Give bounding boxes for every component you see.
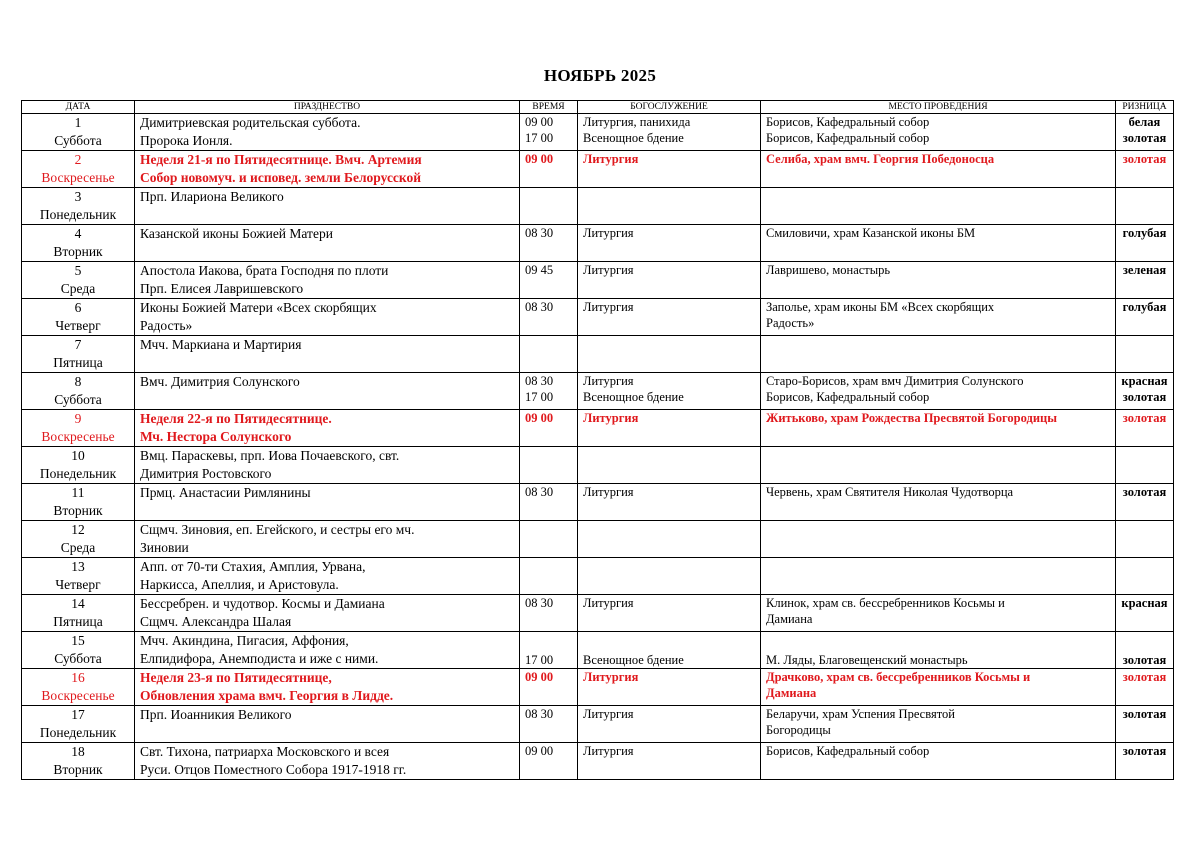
weekday: Воскресенье bbox=[41, 688, 115, 703]
feast-cell bbox=[135, 595, 520, 632]
place-cell bbox=[761, 336, 1116, 373]
feast-cell-line: Сщмч. Зиновия, еп. Егейского, и сестры его мч. bbox=[140, 522, 415, 537]
place-cell bbox=[761, 262, 1116, 299]
time-cell bbox=[520, 410, 578, 447]
feast-cell-line: Сщмч. Александра Шалая bbox=[140, 614, 292, 629]
schedule-table bbox=[21, 100, 1174, 780]
day-number: 15 bbox=[71, 633, 85, 648]
place-cell-line: Борисов, Кафедральный собор bbox=[766, 390, 930, 404]
service-cell bbox=[578, 262, 761, 299]
place-cell bbox=[761, 188, 1116, 225]
feast-cell bbox=[135, 743, 520, 780]
vestments-cell bbox=[1116, 114, 1174, 151]
feast-cell-line: Свт. Тихона, патриарха Московского и всея bbox=[140, 744, 390, 759]
place-cell-line: Заполье, храм иконы БМ «Всех скорбящих bbox=[766, 300, 995, 314]
day-number: 8 bbox=[74, 374, 82, 389]
date-cell bbox=[22, 743, 135, 780]
table-row bbox=[22, 743, 1174, 780]
table-row bbox=[22, 225, 1174, 262]
place-cell-line: Борисов, Кафедральный собор bbox=[766, 115, 930, 129]
vestments-cell-line: золотая bbox=[1122, 744, 1167, 758]
day-number: 5 bbox=[74, 263, 82, 278]
weekday: Суббота bbox=[54, 392, 102, 407]
time-cell bbox=[520, 188, 578, 225]
place-cell bbox=[761, 225, 1116, 262]
vestments-cell bbox=[1116, 225, 1174, 262]
place-cell bbox=[761, 558, 1116, 595]
table-row bbox=[22, 669, 1174, 706]
vestments-cell bbox=[1116, 447, 1174, 484]
service-cell bbox=[578, 521, 761, 558]
vestments-cell bbox=[1116, 188, 1174, 225]
table-row bbox=[22, 262, 1174, 299]
table-row bbox=[22, 188, 1174, 225]
time-cell bbox=[520, 521, 578, 558]
place-cell-line: Червень, храм Святителя Николая Чудотворца bbox=[766, 485, 1014, 499]
time-cell-line: 08 30 bbox=[525, 596, 554, 610]
feast-cell-line: Руси. Отцов Поместного Собора 1917-1918 гг. bbox=[140, 762, 407, 777]
day-number: 1 bbox=[74, 115, 82, 130]
time-cell bbox=[520, 262, 578, 299]
time-cell-line: 09 00 bbox=[525, 744, 554, 758]
weekday: Понедельник bbox=[39, 725, 117, 740]
place-cell-line: Селиба, храм вмч. Георгия Победоносца bbox=[766, 152, 995, 166]
date-cell bbox=[22, 669, 135, 706]
day-number: 2 bbox=[74, 152, 82, 167]
vestments-cell-line: золотая bbox=[1122, 411, 1167, 425]
date-cell bbox=[22, 447, 135, 484]
vestments-cell bbox=[1116, 484, 1174, 521]
time-cell bbox=[520, 336, 578, 373]
time-cell-line: 08 30 bbox=[525, 707, 554, 721]
time-cell-line: 08 30 bbox=[525, 226, 554, 240]
place-cell bbox=[761, 521, 1116, 558]
feast-cell-line: Прп. Иоанникия Великого bbox=[140, 707, 292, 722]
time-cell bbox=[520, 373, 578, 410]
feast-cell bbox=[135, 669, 520, 706]
feast-cell bbox=[135, 410, 520, 447]
header-time: ВРЕМЯ bbox=[520, 101, 578, 114]
feast-cell bbox=[135, 484, 520, 521]
feast-cell-line: Неделя 23-я по Пятидесятнице, bbox=[140, 670, 332, 685]
service-cell-line: Литургия bbox=[583, 226, 634, 240]
feast-cell-line: Казанской иконы Божией Матери bbox=[140, 226, 333, 241]
service-cell-line: Всенощное бдение bbox=[583, 390, 684, 404]
day-number: 7 bbox=[74, 337, 82, 352]
feast-cell-line: Прп. Илариона Великого bbox=[140, 189, 284, 204]
place-cell bbox=[761, 632, 1116, 669]
time-cell bbox=[520, 669, 578, 706]
place-cell-line: Дамиана bbox=[766, 612, 813, 626]
table-row bbox=[22, 151, 1174, 188]
time-cell-line: 09 00 bbox=[525, 152, 554, 166]
vestments-cell bbox=[1116, 299, 1174, 336]
day-number: 6 bbox=[74, 300, 82, 315]
vestments-cell-line: золотая bbox=[1122, 670, 1167, 684]
vestments-cell-line: золотая bbox=[1122, 653, 1167, 667]
place-cell-line: Беларучи, храм Успения Пресвятой bbox=[766, 707, 955, 721]
vestments-cell bbox=[1116, 669, 1174, 706]
feast-cell-line: Вмч. Димитрия Солунского bbox=[140, 374, 300, 389]
date-cell bbox=[22, 410, 135, 447]
feast-cell-line: Апостола Иакова, брата Господня по плоти bbox=[140, 263, 389, 278]
place-cell-line: Радость» bbox=[766, 316, 815, 330]
service-cell-line: Литургия bbox=[583, 152, 639, 166]
weekday: Суббота bbox=[54, 133, 102, 148]
feast-cell-line: Апп. от 70-ти Стахия, Амплия, Урвана, bbox=[140, 559, 366, 574]
weekday: Четверг bbox=[55, 577, 101, 592]
feast-cell bbox=[135, 373, 520, 410]
feast-cell bbox=[135, 336, 520, 373]
place-cell-line: Драчково, храм св. бессребренников Косьмы и bbox=[766, 670, 1031, 684]
service-cell bbox=[578, 114, 761, 151]
date-cell bbox=[22, 188, 135, 225]
weekday: Воскресенье bbox=[41, 170, 115, 185]
table-row bbox=[22, 299, 1174, 336]
place-cell bbox=[761, 743, 1116, 780]
day-number: 11 bbox=[71, 485, 85, 500]
table-row bbox=[22, 373, 1174, 410]
vestments-cell bbox=[1116, 151, 1174, 188]
vestments-cell bbox=[1116, 743, 1174, 780]
feast-cell bbox=[135, 188, 520, 225]
date-cell bbox=[22, 114, 135, 151]
table-row bbox=[22, 484, 1174, 521]
service-cell-line: Всенощное бдение bbox=[583, 131, 684, 145]
day-number: 10 bbox=[71, 448, 85, 463]
feast-cell-line: Зиновии bbox=[140, 540, 189, 555]
service-cell-line: Литургия bbox=[583, 744, 634, 758]
vestments-cell bbox=[1116, 706, 1174, 743]
vestments-cell-line: голубая bbox=[1122, 226, 1167, 240]
weekday: Пятница bbox=[53, 614, 103, 629]
vestments-cell-line: золотая bbox=[1122, 131, 1167, 145]
time-cell-line: 09 45 bbox=[525, 263, 554, 277]
service-cell-line: Литургия bbox=[583, 707, 634, 721]
service-cell bbox=[578, 373, 761, 410]
time-cell bbox=[520, 225, 578, 262]
date-cell bbox=[22, 225, 135, 262]
vestments-cell bbox=[1116, 595, 1174, 632]
header-row bbox=[22, 101, 1174, 114]
service-cell bbox=[578, 743, 761, 780]
time-cell-line: 08 30 bbox=[525, 300, 554, 314]
place-cell bbox=[761, 410, 1116, 447]
time-cell-line: 08 30 bbox=[525, 374, 554, 388]
place-cell bbox=[761, 447, 1116, 484]
date-cell bbox=[22, 632, 135, 669]
feast-cell-line: Неделя 21-я по Пятидесятнице. Вмч. Артемия bbox=[140, 152, 422, 167]
time-cell bbox=[520, 706, 578, 743]
day-number: 4 bbox=[74, 226, 82, 241]
date-cell bbox=[22, 484, 135, 521]
table-row bbox=[22, 595, 1174, 632]
feast-cell bbox=[135, 225, 520, 262]
vestments-cell bbox=[1116, 336, 1174, 373]
place-cell bbox=[761, 706, 1116, 743]
place-cell bbox=[761, 669, 1116, 706]
time-cell-line: 08 30 bbox=[525, 485, 554, 499]
time-cell-line: 17 00 bbox=[525, 131, 554, 145]
feast-cell-line: Мч. Нестора Солунского bbox=[140, 429, 292, 444]
time-cell bbox=[520, 299, 578, 336]
day-number: 14 bbox=[71, 596, 85, 611]
vestments-cell-line: золотая bbox=[1122, 707, 1167, 721]
time-cell bbox=[520, 595, 578, 632]
feast-cell-line: Иконы Божией Матери «Всех скорбящих bbox=[140, 300, 377, 315]
service-cell bbox=[578, 632, 761, 669]
vestments-cell bbox=[1116, 262, 1174, 299]
place-cell-line: Богородицы bbox=[766, 723, 831, 737]
place-cell-line: Старо-Борисов, храм вмч Димитрия Солунского bbox=[766, 374, 1024, 388]
service-cell bbox=[578, 484, 761, 521]
day-number: 18 bbox=[71, 744, 85, 759]
feast-cell-line: Собор новомуч. и исповед. земли Белорусской bbox=[140, 170, 422, 185]
date-cell bbox=[22, 373, 135, 410]
time-cell bbox=[520, 558, 578, 595]
place-cell-line: Дамиана bbox=[766, 686, 817, 700]
weekday: Суббота bbox=[54, 651, 102, 666]
feast-cell-line: Бессребрен. и чудотвор. Космы и Дамиана bbox=[140, 596, 385, 611]
time-cell bbox=[520, 151, 578, 188]
weekday: Среда bbox=[60, 540, 96, 555]
vestments-cell bbox=[1116, 521, 1174, 558]
feast-cell bbox=[135, 521, 520, 558]
service-cell-line: Литургия, панихида bbox=[583, 115, 691, 129]
table-row bbox=[22, 706, 1174, 743]
date-cell bbox=[22, 521, 135, 558]
date-cell bbox=[22, 336, 135, 373]
header-date: ДАТА bbox=[22, 101, 135, 114]
vestments-cell bbox=[1116, 410, 1174, 447]
service-cell bbox=[578, 558, 761, 595]
feast-cell bbox=[135, 114, 520, 151]
weekday: Четверг bbox=[55, 318, 101, 333]
date-cell bbox=[22, 558, 135, 595]
day-number: 17 bbox=[71, 707, 85, 722]
weekday: Вторник bbox=[53, 503, 103, 518]
place-cell-line: Борисов, Кафедральный собор bbox=[766, 744, 930, 758]
date-cell bbox=[22, 595, 135, 632]
page-title: НОЯБРЬ 2025 bbox=[543, 66, 657, 85]
table-row bbox=[22, 410, 1174, 447]
feast-cell-line: Мчч. Акиндина, Пигасия, Аффония, bbox=[140, 633, 349, 648]
place-cell bbox=[761, 484, 1116, 521]
weekday: Понедельник bbox=[39, 466, 117, 481]
service-cell-line: Литургия bbox=[583, 263, 634, 277]
day-number: 3 bbox=[74, 189, 82, 204]
vestments-cell-line: голубая bbox=[1122, 300, 1167, 314]
feast-cell-line: Радость» bbox=[140, 318, 193, 333]
table-row bbox=[22, 632, 1174, 669]
feast-cell-line: Прмц. Анастасии Римлянины bbox=[140, 485, 311, 500]
service-cell bbox=[578, 151, 761, 188]
place-cell-line: Смиловичи, храм Казанской иконы БМ bbox=[766, 226, 976, 240]
service-cell bbox=[578, 225, 761, 262]
feast-cell bbox=[135, 299, 520, 336]
feast-cell-line: Мчч. Маркиана и Мартирия bbox=[140, 337, 302, 352]
weekday: Вторник bbox=[53, 244, 103, 259]
header-service: БОГОСЛУЖЕНИЕ bbox=[578, 101, 761, 114]
table-row bbox=[22, 558, 1174, 595]
service-cell-line: Литургия bbox=[583, 596, 634, 610]
day-number: 13 bbox=[71, 559, 85, 574]
place-cell-line: Борисов, Кафедральный собор bbox=[766, 131, 930, 145]
service-cell bbox=[578, 447, 761, 484]
time-cell-line: 17 00 bbox=[525, 390, 554, 404]
feast-cell-line: Прп. Елисея Лавришевского bbox=[140, 281, 304, 296]
service-cell-line: Литургия bbox=[583, 374, 634, 388]
service-cell-line: Литургия bbox=[583, 300, 634, 314]
place-cell bbox=[761, 299, 1116, 336]
feast-cell bbox=[135, 706, 520, 743]
feast-cell-line: Пророка Ионля. bbox=[140, 133, 233, 148]
time-cell-line: 09 00 bbox=[525, 115, 554, 129]
service-cell bbox=[578, 595, 761, 632]
place-cell-line: Житьково, храм Рождества Пресвятой Богородицы bbox=[766, 411, 1057, 425]
time-cell bbox=[520, 484, 578, 521]
time-cell-line: 09 00 bbox=[525, 411, 554, 425]
vestments-cell-line: белая bbox=[1128, 115, 1161, 129]
feast-cell-line: Неделя 22-я по Пятидесятнице. bbox=[140, 411, 332, 426]
feast-cell bbox=[135, 447, 520, 484]
date-cell bbox=[22, 151, 135, 188]
table-row bbox=[22, 447, 1174, 484]
time-cell-line: 09 00 bbox=[525, 670, 554, 684]
date-cell bbox=[22, 299, 135, 336]
day-number: 16 bbox=[71, 670, 85, 685]
feast-cell-line: Димитрия Ростовского bbox=[140, 466, 272, 481]
service-cell bbox=[578, 410, 761, 447]
time-cell-line: 17 00 bbox=[525, 653, 554, 667]
service-cell-line: Литургия bbox=[583, 670, 639, 684]
feast-cell-line: Димитриевская родительская суббота. bbox=[140, 115, 361, 130]
date-cell bbox=[22, 706, 135, 743]
vestments-cell-line: красная bbox=[1121, 596, 1168, 610]
feast-cell-line: Обновления храма вмч. Георгия в Лидде. bbox=[140, 688, 394, 703]
feast-cell-line: Наркисса, Апеллия, и Аристовула. bbox=[140, 577, 339, 592]
place-cell bbox=[761, 114, 1116, 151]
service-cell bbox=[578, 336, 761, 373]
table-row bbox=[22, 521, 1174, 558]
service-cell bbox=[578, 299, 761, 336]
service-cell-line: Литургия bbox=[583, 485, 634, 499]
service-cell bbox=[578, 706, 761, 743]
service-cell-line: Литургия bbox=[583, 411, 639, 425]
place-cell-line: Лавришево, монастырь bbox=[766, 263, 891, 277]
feast-cell bbox=[135, 632, 520, 669]
place-cell bbox=[761, 151, 1116, 188]
vestments-cell-line: золотая bbox=[1122, 390, 1167, 404]
table-row bbox=[22, 336, 1174, 373]
time-cell bbox=[520, 447, 578, 484]
service-cell bbox=[578, 188, 761, 225]
place-cell bbox=[761, 373, 1116, 410]
feast-cell bbox=[135, 262, 520, 299]
table-row bbox=[22, 114, 1174, 151]
day-number: 9 bbox=[74, 411, 82, 426]
weekday: Пятница bbox=[53, 355, 103, 370]
header-vestments: РИЗНИЦА bbox=[1116, 101, 1174, 114]
vestments-cell-line: зеленая bbox=[1122, 263, 1167, 277]
time-cell bbox=[520, 632, 578, 669]
vestments-cell-line: золотая bbox=[1122, 152, 1167, 166]
date-cell bbox=[22, 262, 135, 299]
place-cell-line: Клинок, храм св. бессребренников Косьмы и bbox=[766, 596, 1005, 610]
service-cell bbox=[578, 669, 761, 706]
weekday: Вторник bbox=[53, 762, 103, 777]
time-cell bbox=[520, 743, 578, 780]
service-cell-line: Всенощное бдение bbox=[583, 653, 684, 667]
feast-cell bbox=[135, 558, 520, 595]
place-cell-line: М. Ляды, Благовещенский монастырь bbox=[766, 653, 968, 667]
weekday: Среда bbox=[60, 281, 96, 296]
feast-cell-line: Вмц. Параскевы, прп. Иова Почаевского, свт. bbox=[140, 448, 400, 463]
day-number: 12 bbox=[71, 522, 85, 537]
header-place: МЕСТО ПРОВЕДЕНИЯ bbox=[761, 101, 1116, 114]
vestments-cell bbox=[1116, 632, 1174, 669]
vestments-cell bbox=[1116, 373, 1174, 410]
weekday: Воскресенье bbox=[41, 429, 115, 444]
vestments-cell-line: золотая bbox=[1122, 485, 1167, 499]
weekday: Понедельник bbox=[39, 207, 117, 222]
place-cell bbox=[761, 595, 1116, 632]
time-cell bbox=[520, 114, 578, 151]
vestments-cell bbox=[1116, 558, 1174, 595]
header-feast: ПРАЗДНЕСТВО bbox=[135, 101, 520, 114]
feast-cell bbox=[135, 151, 520, 188]
vestments-cell-line: красная bbox=[1121, 374, 1168, 388]
feast-cell-line: Елпидифора, Анемподиста и иже с ними. bbox=[140, 651, 379, 666]
